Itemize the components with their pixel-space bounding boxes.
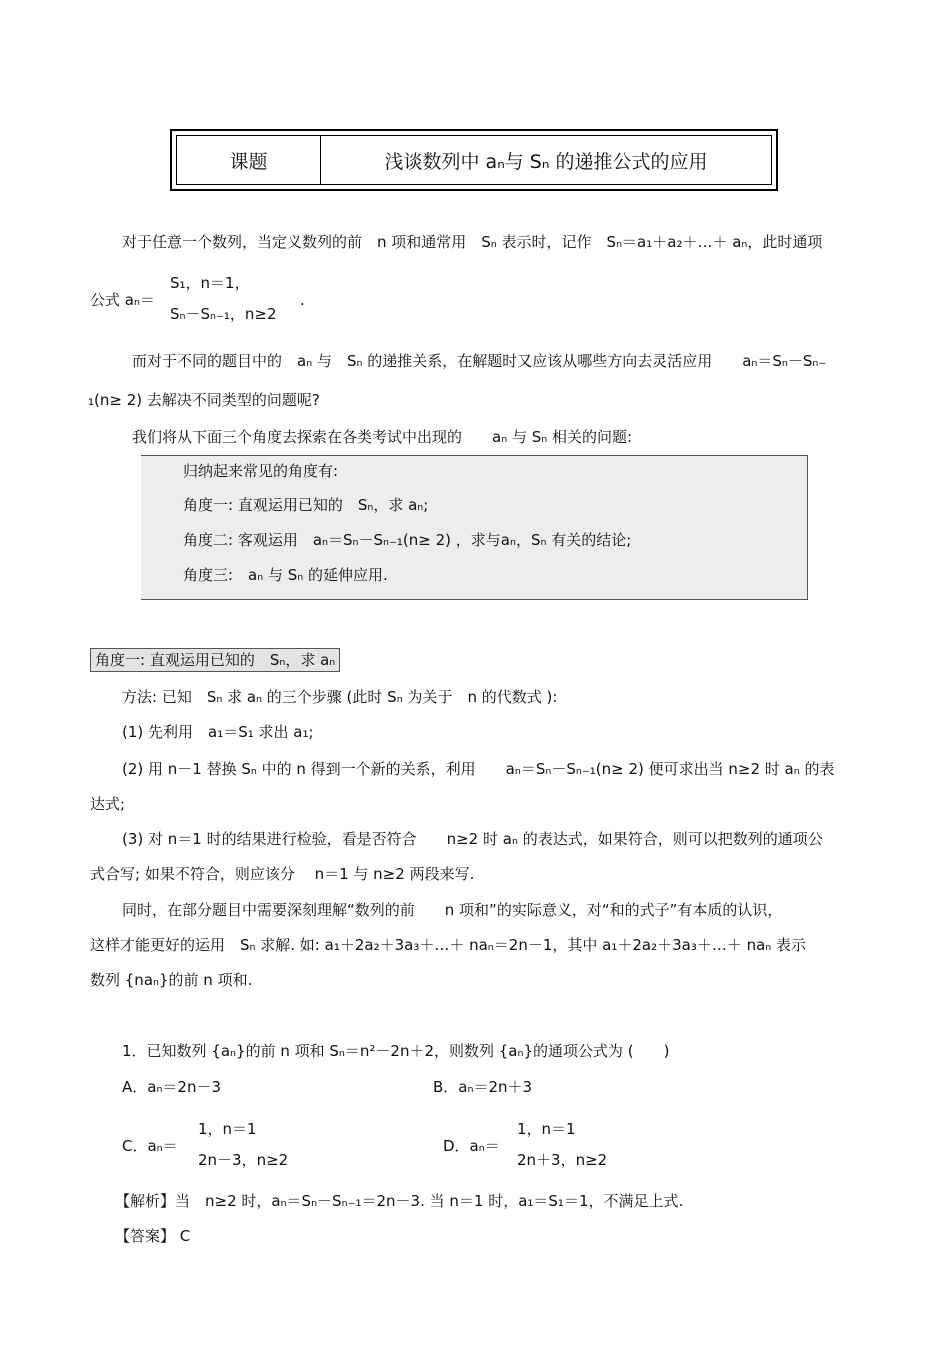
option-c-case1: 1，n＝1 <box>198 1120 257 1138</box>
option-b: B．aₙ＝2n＋3 <box>433 1078 533 1096</box>
option-d-prefix: D．aₙ＝ <box>443 1137 500 1155</box>
angle1-step1: (1) 先利用 a₁＝S₁ 求出 a₁; <box>122 723 314 741</box>
formula-suffix: . <box>300 291 305 309</box>
summary-item: 角度二: 客观运用 aₙ＝Sₙ－Sₙ₋₁(n≥ 2) ，求与aₙ，Sₙ 有关的结论; <box>183 531 632 549</box>
angle1-step3-line2: 式合写; 如果不符合，则应该分 n＝1 与 n≥2 两段来写. <box>90 865 475 883</box>
option-a: A．aₙ＝2n－3 <box>122 1078 222 1096</box>
summary-heading: 归纳起来常见的角度有: <box>183 462 339 480</box>
angle1-step3-line1: (3) 对 n＝1 时的结果进行检验，看是否符合 n≥2 时 aₙ 的表达式，如果符合，则可以把数列的通项公 <box>122 830 823 848</box>
question1-analysis: 【解析】当 n≥2 时，aₙ＝Sₙ－Sₙ₋₁＝2n－3. 当 n＝1 时，a₁＝S₁＝1，不满足上式. <box>115 1192 684 1210</box>
angle1-step2-line2: 达式; <box>90 795 126 813</box>
title-label: 课题 <box>177 136 321 184</box>
angle1-step2-line1: (2) 用 n－1 替换 Sₙ 中的 n 得到一个新的关系，利用 aₙ＝Sₙ－Sₙ₋₁(n≥ 2) 便可求出当 n≥2 时 aₙ 的表 <box>122 760 835 778</box>
angle1-note-line1: 同时，在部分题目中需要深刻理解“数列的前 n 项和”的实际意义，对“和的式子”有本质的认识， <box>122 901 783 919</box>
formula-case1: S₁，n＝1， <box>170 274 250 292</box>
question1-stem: 1．已知数列 {aₙ}的前 n 项和 Sₙ＝n²－2n＋2，则数列 {aₙ}的通项公式为 ( ) <box>122 1042 670 1060</box>
para3: 我们将从下面三个角度去探索在各类考试中出现的 aₙ 与 Sₙ 相关的问题: <box>132 428 633 446</box>
formula-prefix: 公式 aₙ＝ <box>90 291 155 309</box>
angle1-heading: 角度一: 直观运用已知的 Sₙ，求 aₙ <box>90 648 340 672</box>
para2-line2: ₁(n≥ 2) 去解决不同类型的问题呢? <box>88 391 320 409</box>
option-d-case1: 1，n＝1 <box>517 1120 576 1138</box>
summary-box <box>141 455 808 600</box>
para2-line1: 而对于不同的题目中的 aₙ 与 Sₙ 的递推关系，在解题时又应该从哪些方向去灵活应用 aₙ＝Sₙ－Sₙ₋ <box>132 352 827 370</box>
angle1-note-line2: 这样才能更好的运用 Sₙ 求解. 如: a₁＋2a₂＋3a₃＋…＋ naₙ＝2n－1，其中 a₁＋2a₂＋3a₃＋…＋ naₙ 表示 <box>90 936 807 954</box>
option-c-prefix: C．aₙ＝ <box>122 1137 178 1155</box>
summary-item: 角度三: aₙ 与 Sₙ 的延伸应用. <box>183 566 388 584</box>
angle1-note-line3: 数列 {naₙ}的前 n 项和. <box>90 971 253 989</box>
title-text: 浅谈数列中 aₙ与 Sₙ 的递推公式的应用 <box>384 150 708 173</box>
intro-line1: 对于任意一个数列，当定义数列的前 n 项和通常用 Sₙ 表示时，记作 Sₙ＝a₁＋a₂＋…＋ aₙ，此时通项 <box>122 233 823 251</box>
angle1-method: 方法: 已知 Sₙ 求 aₙ 的三个步骤 (此时 Sₙ 为关于 n 的代数式 ): <box>122 688 558 706</box>
title-inner <box>176 135 772 185</box>
question1-answer: 【答案】 C <box>115 1227 191 1245</box>
summary-item: 角度一: 直观运用已知的 Sₙ，求 aₙ; <box>183 496 429 514</box>
option-d-case2: 2n＋3，n≥2 <box>517 1151 608 1169</box>
formula-case2: Sₙ－Sₙ₋₁，n≥2 <box>170 305 277 323</box>
option-c-case2: 2n－3，n≥2 <box>198 1151 289 1169</box>
title-box <box>170 129 778 191</box>
